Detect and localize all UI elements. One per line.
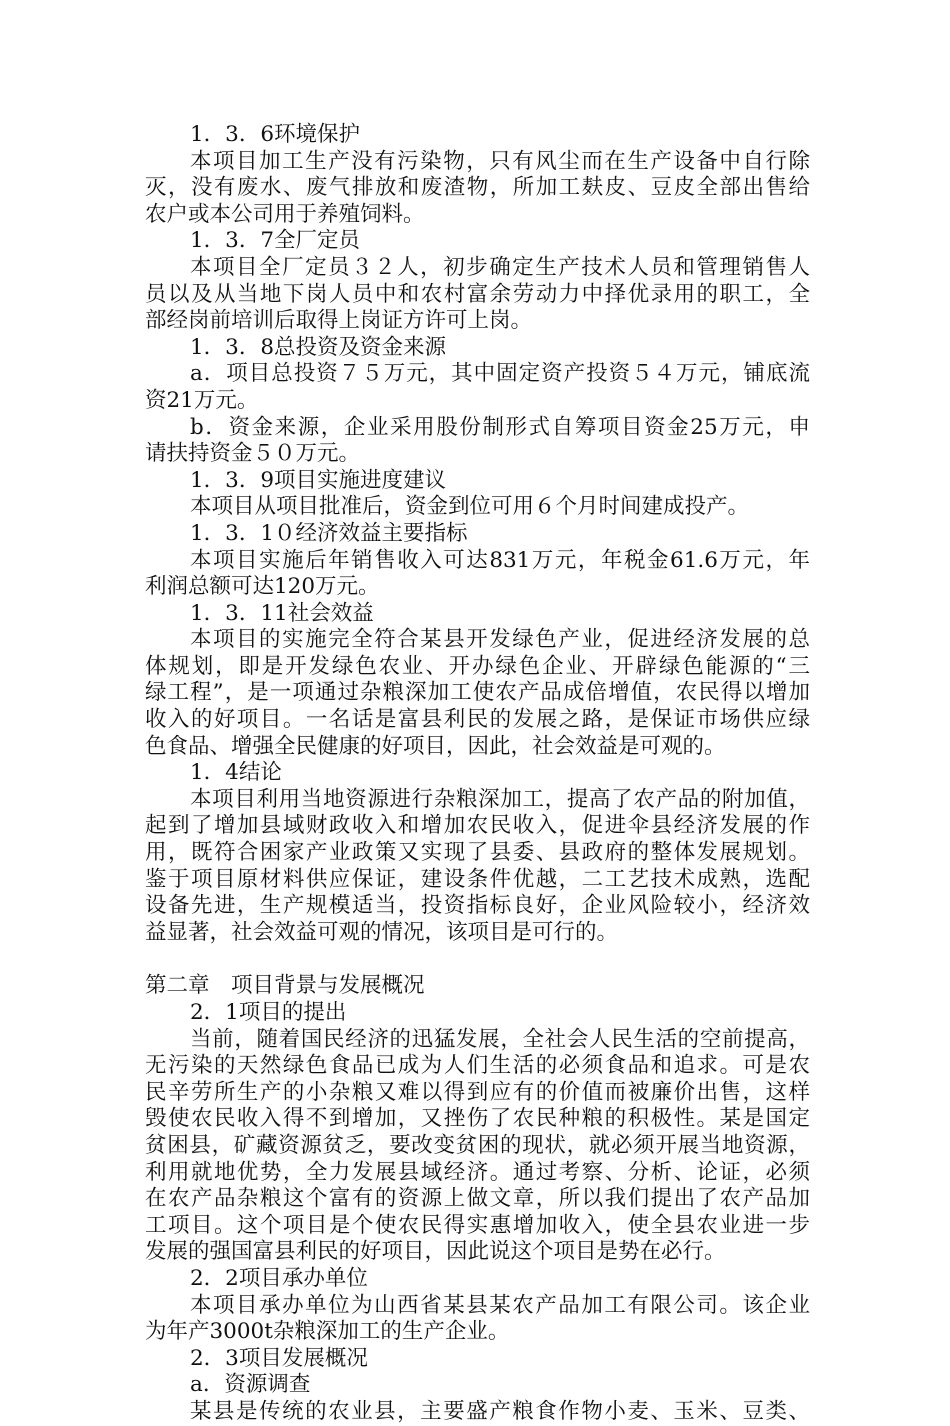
text-line: 利润总额可达120万元。 bbox=[145, 574, 380, 600]
section-heading: 第二章 项目背景与发展概况 bbox=[145, 973, 425, 999]
text-line: 利用就地优势，全力发展县域经济。通过考察、分析、论证，必须 bbox=[145, 1159, 810, 1185]
text-line: 本项目全厂定员３２人，初步确定生产技术人员和管理销售人 bbox=[190, 254, 810, 280]
section-heading: 2．2项目承办单位 bbox=[190, 1265, 368, 1291]
text-line: 本项目利用当地资源进行杂粮深加工，提高了农产品的附加值， bbox=[190, 786, 810, 812]
text-line: 某县是传统的农业县，主要盛产粮食作物小麦、玉米、豆类、 bbox=[190, 1398, 810, 1424]
text-line: 发展的强国富县利民的好项目，因此说这个项目是势在必行。 bbox=[145, 1239, 726, 1265]
text-line: 收入的好项目。一名话是富县利民的发展之路，是保证市场供应绿 bbox=[145, 707, 810, 733]
text-line: 益显著，社会效益可观的情况，该项目是可行的。 bbox=[145, 919, 619, 945]
text-line: 当前，随着国民经济的迅猛发展，全社会人民生活的空前提高， bbox=[190, 1026, 810, 1052]
text-line: 本项目从项目批准后，资金到位可用６个月时间建成投产。 bbox=[190, 494, 750, 520]
text-line: a．项目总投资７５万元，其中固定资产投资５４万元，铺底流 bbox=[190, 361, 810, 387]
text-line: 民辛劳所生产的小杂粮又难以得到应有的价值而被廉价出售，这样 bbox=[145, 1079, 810, 1105]
text-line: 工项目。这个项目是个使农民得实惠增加收入，使全县农业进一步 bbox=[145, 1212, 810, 1238]
text-line: 色食品、增强全民健康的好项目，因此，社会效益是可观的。 bbox=[145, 733, 726, 759]
text-line: a．资源调查 bbox=[190, 1372, 311, 1398]
text-line: 为年产3000t杂粮深加工的生产企业。 bbox=[145, 1319, 510, 1345]
text-line: 本项目加工生产没有污染物，只有风尘而在生产设备中自行除 bbox=[190, 148, 810, 174]
text-line: 绿工程”，是一项通过杂粮深加工使农产品成倍增值，农民得以增加 bbox=[145, 680, 810, 706]
text-line: b．资金来源，企业采用股份制形式自筹项目资金25万元，申 bbox=[190, 414, 810, 440]
text-line: 本项目的实施完全符合某县开发绿色产业，促进经济发展的总 bbox=[190, 627, 810, 653]
text-line: 资21万元。 bbox=[145, 387, 259, 413]
text-line: 设备先进，生产规模适当，投资指标良好，企业风险较小，经济效 bbox=[145, 893, 810, 919]
text-line: 用，既符合困家产业政策又实现了县委、县政府的整体发展规划。 bbox=[145, 840, 810, 866]
text-line: 请扶持资金５０万元。 bbox=[145, 441, 361, 467]
text-line: 贫困县，矿藏资源贫乏，要改变贫困的现状，就必须开展当地资源， bbox=[145, 1132, 810, 1158]
text-line: 起到了增加县域财政收入和增加农民收入，促进伞县经济发展的作 bbox=[145, 813, 810, 839]
section-heading: 1．3．8总投资及资金来源 bbox=[190, 334, 447, 360]
section-heading: 1．4结论 bbox=[190, 760, 282, 786]
text-line: 体规划，即是开发绿色农业、开办绿色企业、开辟绿色能源的“三 bbox=[145, 653, 810, 679]
text-line: 鉴于项目原材料供应保证，建设条件优越，二工艺技术成熟，选配 bbox=[145, 866, 810, 892]
section-heading: 1．3．11社会效益 bbox=[190, 600, 374, 626]
section-heading: 1．3．1０经济效益主要指标 bbox=[190, 520, 468, 546]
text-line: 部经岗前培训后取得上岗证方许可上岗。 bbox=[145, 308, 533, 334]
section-heading: 2．3项目发展概况 bbox=[190, 1345, 368, 1371]
section-heading: 2．1项目的提出 bbox=[190, 1000, 347, 1025]
section-heading: 1．3．7全厂定员 bbox=[190, 228, 361, 254]
blank-line bbox=[145, 946, 810, 973]
text-line: 无污染的天然绿色食品已成为人们生活的必须食品和追求。可是农 bbox=[145, 1053, 810, 1079]
section-heading: 1．3．9项目实施进度建议 bbox=[190, 467, 447, 493]
text-line: 本项目实施后年销售收入可达831万元，年税金61.6万元，年 bbox=[190, 547, 810, 573]
document-page bbox=[145, 122, 810, 1426]
text-line: 毁使农民收入得不到增加，又挫伤了农民种粮的积极性。某是国定 bbox=[145, 1106, 810, 1132]
text-line: 员以及从当地下岗人员中和农村富余劳动力中择优录用的职工，全 bbox=[145, 281, 810, 307]
text-line: 农户或本公司用于养殖饲料。 bbox=[145, 201, 425, 227]
text-line: 本项目承办单位为山西省某县某农产品加工有限公司。该企业 bbox=[190, 1292, 810, 1318]
text-line: 灭，没有废水、废气排放和废渣物，所加工麸皮、豆皮全部出售给 bbox=[145, 175, 810, 201]
section-heading: 1．3．6环境保护 bbox=[190, 122, 361, 147]
text-line: 在农产品杂粮这个富有的资源上做文章，所以我们提出了农产品加 bbox=[145, 1186, 810, 1212]
